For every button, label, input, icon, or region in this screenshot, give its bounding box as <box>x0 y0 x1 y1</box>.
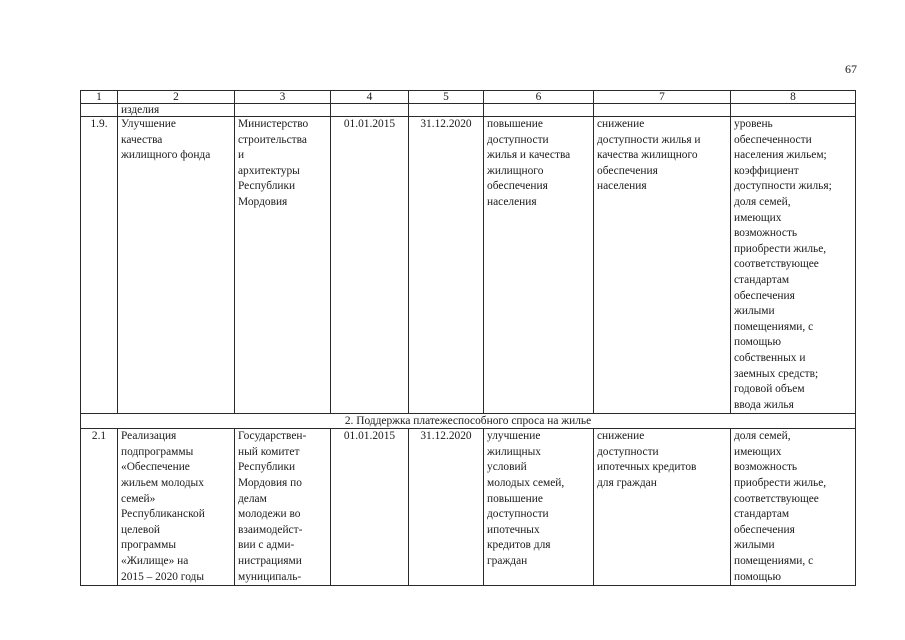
executor <box>235 429 331 586</box>
cell-line: для граждан <box>597 477 657 490</box>
cell-line: взаимодейст- <box>238 523 303 536</box>
page-number: 67 <box>845 62 857 76</box>
cell-line: уровень <box>734 118 773 130</box>
cell-line: жилыми <box>734 539 775 552</box>
cell-line: «Обеспечение <box>121 461 190 474</box>
cell-line: жилыми <box>734 305 775 318</box>
cell-line: Республиканской <box>121 508 205 521</box>
program-measures-table <box>80 90 856 586</box>
cell-line: нистрациями <box>238 555 302 568</box>
table-row-1-9 <box>81 117 856 414</box>
cell-line: Республики <box>238 461 296 474</box>
cell-line: «Жилище» на <box>121 555 189 568</box>
cell-line: качества жилищного <box>597 149 698 162</box>
cell-line: доступности <box>487 133 549 146</box>
continuation-text: изделия <box>118 104 235 117</box>
cell-line: строительства <box>238 133 307 146</box>
cell-line: возможность <box>734 461 798 474</box>
cell-line: Республики <box>238 180 296 193</box>
cell-line: делам <box>238 492 267 505</box>
consequence <box>594 117 731 414</box>
cell-line: населения <box>487 195 537 208</box>
end-date: 31.12.2020 <box>409 117 484 414</box>
cell-line: имеющих <box>734 445 782 458</box>
cell-line: стандартам <box>734 508 790 521</box>
continuation-row <box>81 104 856 117</box>
cell-line: обеспечения <box>597 164 658 177</box>
header-cell: 1 <box>81 91 118 104</box>
cell-empty <box>235 104 331 117</box>
header-row <box>81 91 856 104</box>
header-cell: 6 <box>484 91 594 104</box>
consequence <box>594 429 731 586</box>
header-cell: 8 <box>731 91 856 104</box>
header-cell: 7 <box>594 91 731 104</box>
expected-result <box>484 117 594 414</box>
cell-empty <box>594 104 731 117</box>
expected-result <box>484 429 594 586</box>
cell-line: доступности жилья; <box>734 180 832 193</box>
cell-line: Государствен- <box>238 430 307 443</box>
section-title: 2. Поддержка платежеспособного спроса на жилье <box>81 414 856 429</box>
cell-empty <box>409 104 484 117</box>
cell-line: стандартам <box>734 273 790 286</box>
cell-line: Министерство <box>238 118 309 130</box>
cell-line: улучшение <box>487 430 541 443</box>
cell-line: доступности <box>487 508 549 521</box>
cell-empty <box>484 104 594 117</box>
indicators <box>731 429 856 586</box>
cell-line: 2015 – 2020 годы <box>121 570 205 583</box>
cell-line: программы <box>121 539 176 552</box>
cell-line: собственных и <box>734 351 806 364</box>
cell-line: имеющих <box>734 211 782 224</box>
cell-line: ипотечных кредитов <box>597 461 697 474</box>
cell-line: целевой <box>121 523 160 536</box>
cell-line: снижение <box>597 118 645 130</box>
cell-line: повышение <box>487 118 543 130</box>
cell-line: и <box>238 149 245 162</box>
cell-line: заемных средств; <box>734 367 819 380</box>
cell-line: повышение <box>487 492 543 505</box>
row-number: 1.9. <box>81 117 118 414</box>
cell-line: архитектуры <box>238 164 300 177</box>
section-row <box>81 414 856 429</box>
cell-line: доступности <box>597 445 659 458</box>
executor <box>235 117 331 414</box>
cell-line: кредитов для <box>487 539 551 552</box>
cell-line: доступности жилья и <box>597 133 701 146</box>
cell-line: молодежи во <box>238 508 301 521</box>
cell-line: соответствующее <box>734 492 819 505</box>
cell-line: ипотечных <box>487 523 540 536</box>
cell-line: снижение <box>597 430 645 443</box>
cell-line: помещениями, с <box>734 320 814 333</box>
header-cell: 3 <box>235 91 331 104</box>
cell-line: вии с адми- <box>238 539 295 552</box>
cell-line: коэффициент <box>734 164 799 177</box>
cell-line: жилищного фонда <box>121 149 211 162</box>
table-row-2-1 <box>81 429 856 586</box>
cell-line: приобрести жилье, <box>734 477 827 490</box>
row-number: 2.1 <box>81 429 118 586</box>
cell-line: подпрограммы <box>121 445 194 458</box>
cell-line: Реализация <box>121 430 177 443</box>
header-cell: 2 <box>118 91 235 104</box>
start-date: 01.01.2015 <box>331 117 409 414</box>
cell-line: обеспеченности <box>734 133 812 146</box>
cell-empty <box>731 104 856 117</box>
cell-line: Мордовия <box>238 195 288 208</box>
cell-line: молодых семей, <box>487 477 565 490</box>
cell-line: граждан <box>487 555 528 568</box>
cell-line: населения <box>597 180 647 193</box>
cell-line: жильем молодых <box>121 477 204 490</box>
cell-line: обеспечения <box>487 180 548 193</box>
cell-line: обеспечения <box>734 523 795 536</box>
end-date: 31.12.2020 <box>409 429 484 586</box>
cell-empty <box>81 104 118 117</box>
cell-line: возможность <box>734 227 798 240</box>
cell-line: обеспечения <box>734 289 795 302</box>
cell-line: доля семей, <box>734 195 791 208</box>
cell-line: жилищного <box>487 164 544 177</box>
cell-line: доля семей, <box>734 430 791 443</box>
cell-line: муниципаль- <box>238 570 302 583</box>
indicators <box>731 117 856 414</box>
cell-line: жилищных <box>487 445 541 458</box>
cell-line: ный комитет <box>238 445 300 458</box>
cell-line: качества <box>121 133 163 146</box>
cell-line: Мордовия по <box>238 477 302 490</box>
header-cell: 5 <box>409 91 484 104</box>
measure-name <box>118 429 235 586</box>
start-date: 01.01.2015 <box>331 429 409 586</box>
header-cell: 4 <box>331 91 409 104</box>
cell-line: помещениями, с <box>734 555 814 568</box>
cell-line: жилья и качества <box>487 149 571 162</box>
cell-line: помощью <box>734 336 781 349</box>
cell-line: годовой объем <box>734 383 805 396</box>
cell-line: ввода жилья <box>734 398 794 411</box>
cell-line: помощью <box>734 570 781 583</box>
cell-line: условий <box>487 461 527 474</box>
cell-line: семей» <box>121 492 156 505</box>
cell-line: соответствующее <box>734 258 819 271</box>
cell-line: населения жильем; <box>734 149 827 162</box>
cell-line: Улучшение <box>121 118 176 130</box>
cell-empty <box>331 104 409 117</box>
cell-line: приобрести жилье, <box>734 242 827 255</box>
measure-name <box>118 117 235 414</box>
